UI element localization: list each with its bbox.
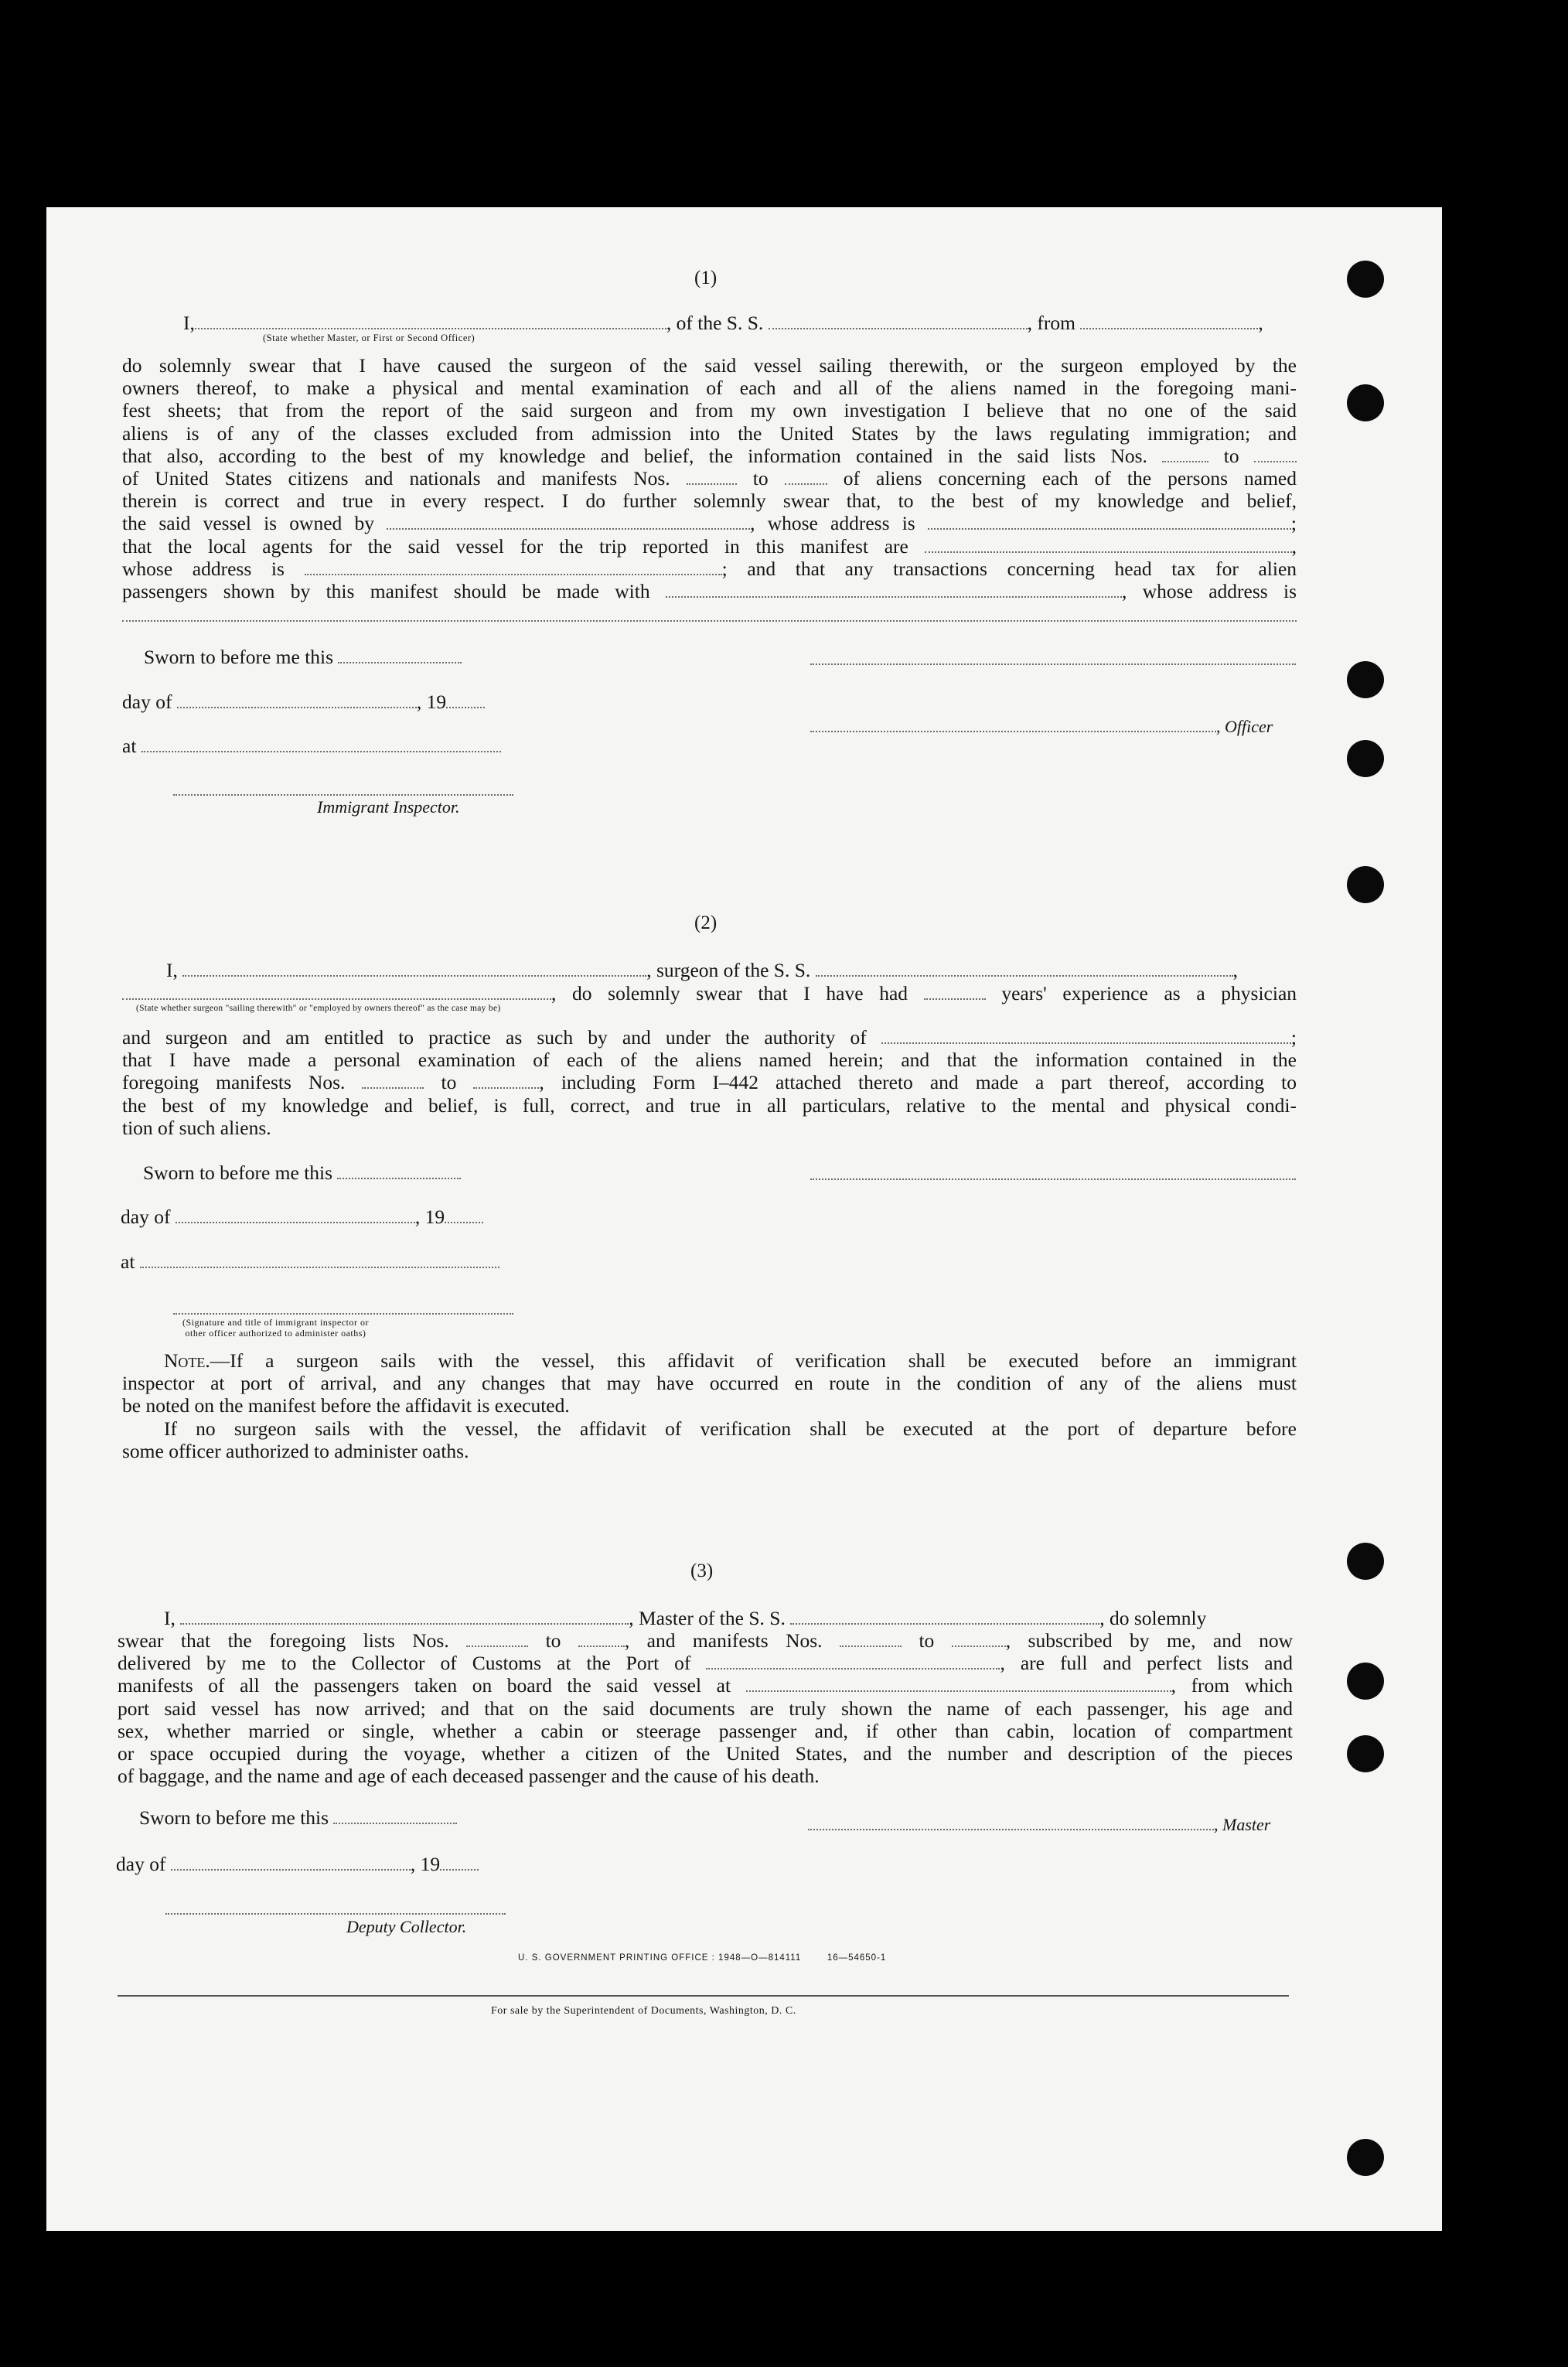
section-2-at-line: at: [121, 1250, 499, 1273]
section-2-note: Note.—If a surgeon sails with the vessel, this affidavit of verification shall be executed before an immigrant inspector at port of arrival, and any changes that may have occurred en route in the condition of any of the aliens must be noted on the manifest before the affidavit is executed. If no surgeon sails with the vessel, the affidavit of verification shall be executed at the port of departure before some officer authorized to administer oaths.: [122, 1349, 1297, 1462]
section-2-day-line: day of , 19: [121, 1206, 483, 1228]
section-2-sworn-line: Sworn to before me this: [143, 1161, 461, 1184]
section-1-body: do solemnly swear that I have caused the surgeon of the said vessel sailing therewith, or the surgeon employed by the owners thereof, to make a physical and mental examination of each and all of the aliens named in the foregoing mani- fest sheets; that from the report of the said surgeon and from my own investigation I believe that no one of the said aliens is of any of the classes excluded from admission into the United States by the laws regulating immigration; and that also, according to the best of my knowledge and belief, the information contained in the said lists Nos. to of United States citizens and nationals and manifests Nos. to of aliens concerning each of the persons named therein is correct and true in every respect. I do further solemnly swear that, to the best of my knowledge and belief, the said vessel is owned by , whose address is ; that the local agents for the said vessel for the trip reported in this manifest are , whose address is ; and that any transactions concerning head tax for alien passengers shown by this manifest should be made with , whose address is: [122, 354, 1297, 622]
punch-hole: [1347, 1735, 1384, 1772]
punch-hole: [1347, 661, 1384, 698]
section-3-day-line: day of , 19: [116, 1853, 479, 1875]
section-3-sworn-line: Sworn to before me this: [139, 1806, 457, 1829]
section-3-master-line: , Master: [808, 1813, 1270, 1836]
punch-hole: [1347, 1663, 1384, 1700]
section-1-day-line: day of , 19: [122, 691, 485, 713]
section-2-body: and surgeon and am entitled to practice as such by and under the authority of ; that I have made a personal examination of each of the aliens named herein; and that the information contained in the foregoing manifests Nos. to , including Form I–442 attached thereto and made a part thereof, according to the best of my knowledge and belief, is full, correct, and true in all particulars, relative to the mental and physical condi- tion of such aliens.: [122, 1026, 1297, 1139]
section-2-inspector-line: [173, 1313, 513, 1315]
punch-hole: [1347, 1543, 1384, 1580]
section-1-sworn-line: Sworn to before me this: [144, 646, 462, 668]
section-2-line-2: , do solemnly swear that I have had years' experience as a physician: [122, 982, 1297, 1004]
section-1-officer-line: , Officer: [810, 715, 1273, 738]
section-1-line-1: I, , of the S. S. , from ,: [183, 312, 1263, 334]
section-3-number: (3): [690, 1560, 714, 1581]
section-1-signature-line: [810, 663, 1296, 665]
sale-notice: For sale by the Superintendent of Documents, Washington, D. C.: [491, 2005, 796, 2017]
punch-hole: [1347, 384, 1384, 421]
section-1-at-line: at: [122, 735, 501, 757]
deputy-signature-line: [165, 1913, 506, 1915]
section-3-line-1: I, , Master of the S. S. , do solemnly: [164, 1607, 1207, 1629]
punch-hole: [1347, 2139, 1384, 2176]
officer-rank-hint: (State whether Master, or First or Second Officer): [263, 333, 476, 343]
deputy-collector-label: Deputy Collector.: [346, 1917, 467, 1936]
section-2-number: (2): [694, 912, 718, 933]
surgeon-type-hint: (State whether surgeon "sailing therewith" or "employed by owners thereof" as the case may be): [136, 1004, 501, 1013]
section-3-body: swear that the foregoing lists Nos. to , and manifests Nos. to , subscribed by me, and now delivered by me to the Collector of Customs at the Port of , are full and perfect lists and manifests of all the passengers taken on board the said vessel at , from which port said vessel has now arrived; and that on the said documents are truly shown the name of each passenger, his age and sex, whether married or single, whether a cabin or steerage passenger and, if other than cabin, location of compartment or space occupied during the voyage, whether a citizen of the United States, and the number and description of the pieces of baggage, and the name and age of each deceased passenger and the cause of his death.: [118, 1629, 1294, 1788]
immigrant-inspector-label: Immigrant Inspector.: [317, 797, 460, 817]
footer-rule: [118, 1995, 1289, 1997]
punch-hole: [1347, 261, 1384, 298]
printing-office-imprint: U. S. GOVERNMENT PRINTING OFFICE : 1948—O—814111 16—54650-1: [518, 1953, 887, 1963]
signature-title-hint: (Signature and title of immigrant inspector or other officer authorized to administer oaths): [182, 1317, 369, 1339]
punch-hole: [1347, 740, 1384, 777]
section-1-number: (1): [694, 268, 718, 288]
punch-hole: [1347, 866, 1384, 903]
section-2-signature-line: [810, 1178, 1296, 1180]
inspector-signature-line: [173, 794, 513, 796]
section-2-line-1: I, , surgeon of the S. S. ,: [166, 959, 1239, 981]
